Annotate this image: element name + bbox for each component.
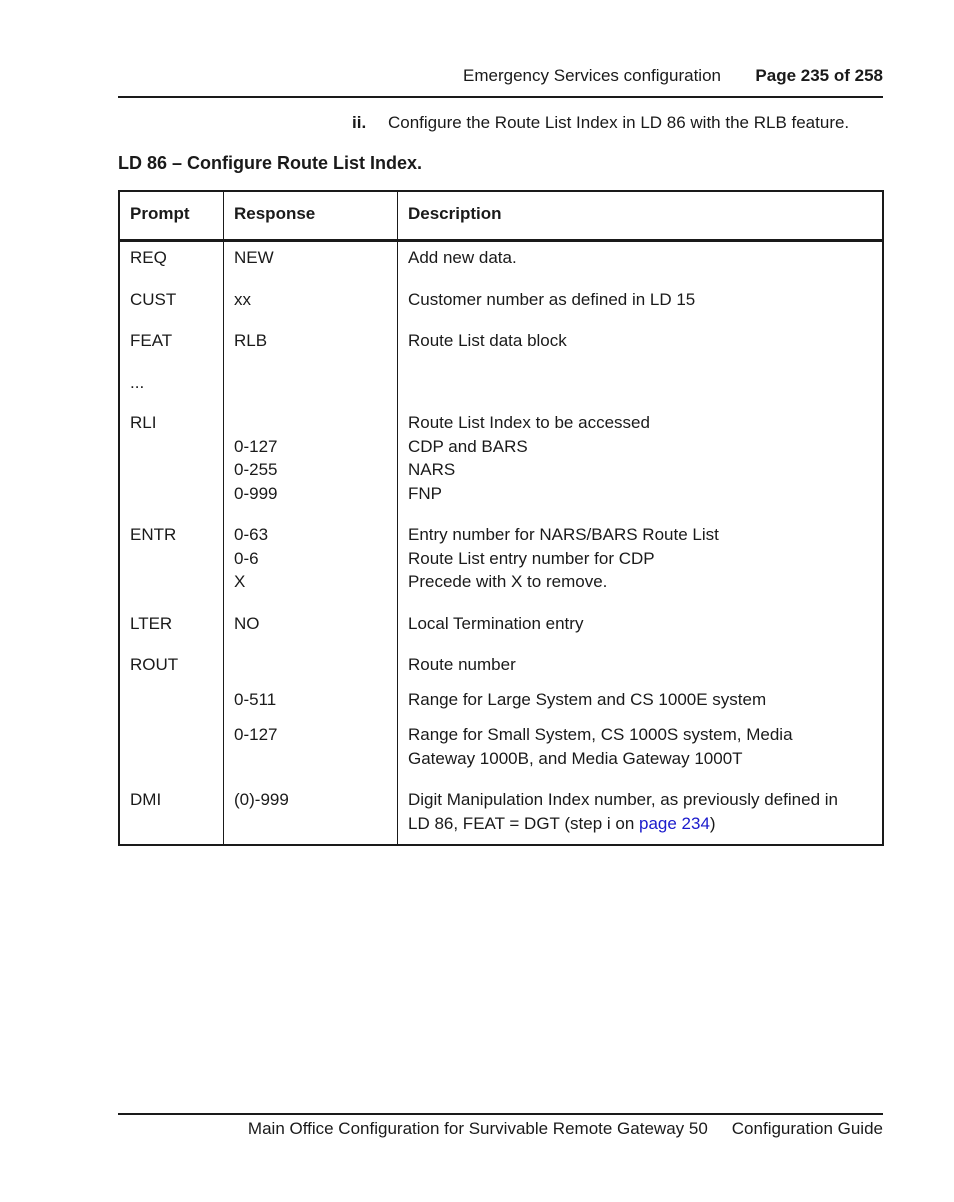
description-cell [408, 812, 716, 836]
header-divider [120, 239, 882, 242]
column-header-description: Description [408, 204, 502, 223]
document-title: Main Office Configuration for Survivable Remote Gateway 50 [247, 1119, 708, 1138]
response-cell: 0-127 [234, 725, 278, 744]
prompt-cell: ENTR [130, 525, 177, 544]
config-table [118, 190, 884, 846]
response-cell: 0-127 [234, 437, 278, 456]
description-cell: Route List entry number for CDP [408, 549, 655, 568]
footer-text [248, 1119, 883, 1139]
prompt-cell: REQ [130, 248, 167, 267]
response-cell: 0-999 [234, 484, 278, 503]
procedure-step [352, 113, 849, 133]
step-number: ii. [352, 113, 367, 132]
description-text: LD 86, FEAT = DGT (step i on [408, 814, 640, 833]
response-cell: NEW [234, 248, 274, 267]
table-title: LD 86 – Configure Route List Index. [118, 153, 423, 173]
description-cell: CDP and BARS [408, 437, 528, 456]
description-cell: Route number [408, 655, 516, 674]
description-cell: Add new data. [408, 248, 517, 267]
description-cell: Precede with X to remove. [408, 572, 608, 591]
description-cell: Range for Small System, CS 1000S system, Media [408, 725, 793, 744]
response-cell: 0-255 [234, 460, 278, 479]
prompt-cell: ... [130, 373, 145, 392]
page-number: Page 235 of 258 [755, 66, 883, 85]
column-divider [397, 192, 398, 844]
response-cell: 0-63 [234, 525, 269, 544]
response-cell: 0-6 [234, 549, 259, 568]
page-link[interactable]: page 234 [639, 814, 710, 833]
description-cell: NARS [408, 460, 456, 479]
step-text: Configure the Route List Index in LD 86 with the RLB feature. [388, 113, 850, 132]
description-cell: Local Termination entry [408, 614, 584, 633]
description-text: ) [709, 814, 716, 833]
prompt-cell: RLI [130, 413, 157, 432]
response-cell: NO [234, 614, 260, 633]
description-cell: Route List Index to be accessed [408, 413, 650, 432]
prompt-cell: CUST [130, 290, 177, 309]
description-cell: Range for Large System and CS 1000E system [408, 690, 767, 709]
response-cell: RLB [234, 331, 268, 350]
response-cell: xx [234, 290, 251, 309]
description-cell: Route List data block [408, 331, 567, 350]
description-cell: Digit Manipulation Index number, as previously defined in [408, 790, 838, 809]
section-title: Emergency Services configuration [463, 66, 721, 85]
prompt-cell: LTER [130, 614, 173, 633]
prompt-cell: ROUT [130, 655, 179, 674]
description-cell: FNP [408, 484, 442, 503]
prompt-cell: FEAT [130, 331, 173, 350]
column-header-response: Response [234, 204, 316, 223]
prompt-cell: DMI [130, 790, 162, 809]
response-cell: 0-511 [234, 690, 277, 709]
document-type: Configuration Guide [731, 1119, 883, 1138]
description-cell: Entry number for NARS/BARS Route List [408, 525, 719, 544]
description-cell: Customer number as defined in LD 15 [408, 290, 696, 309]
response-cell: X [234, 572, 246, 591]
response-cell: (0)-999 [234, 790, 289, 809]
page-footer [118, 1113, 883, 1138]
column-header-prompt: Prompt [130, 204, 190, 223]
description-cell: Gateway 1000B, and Media Gateway 1000T [408, 749, 743, 768]
page-header [118, 64, 883, 98]
column-divider [223, 192, 224, 844]
